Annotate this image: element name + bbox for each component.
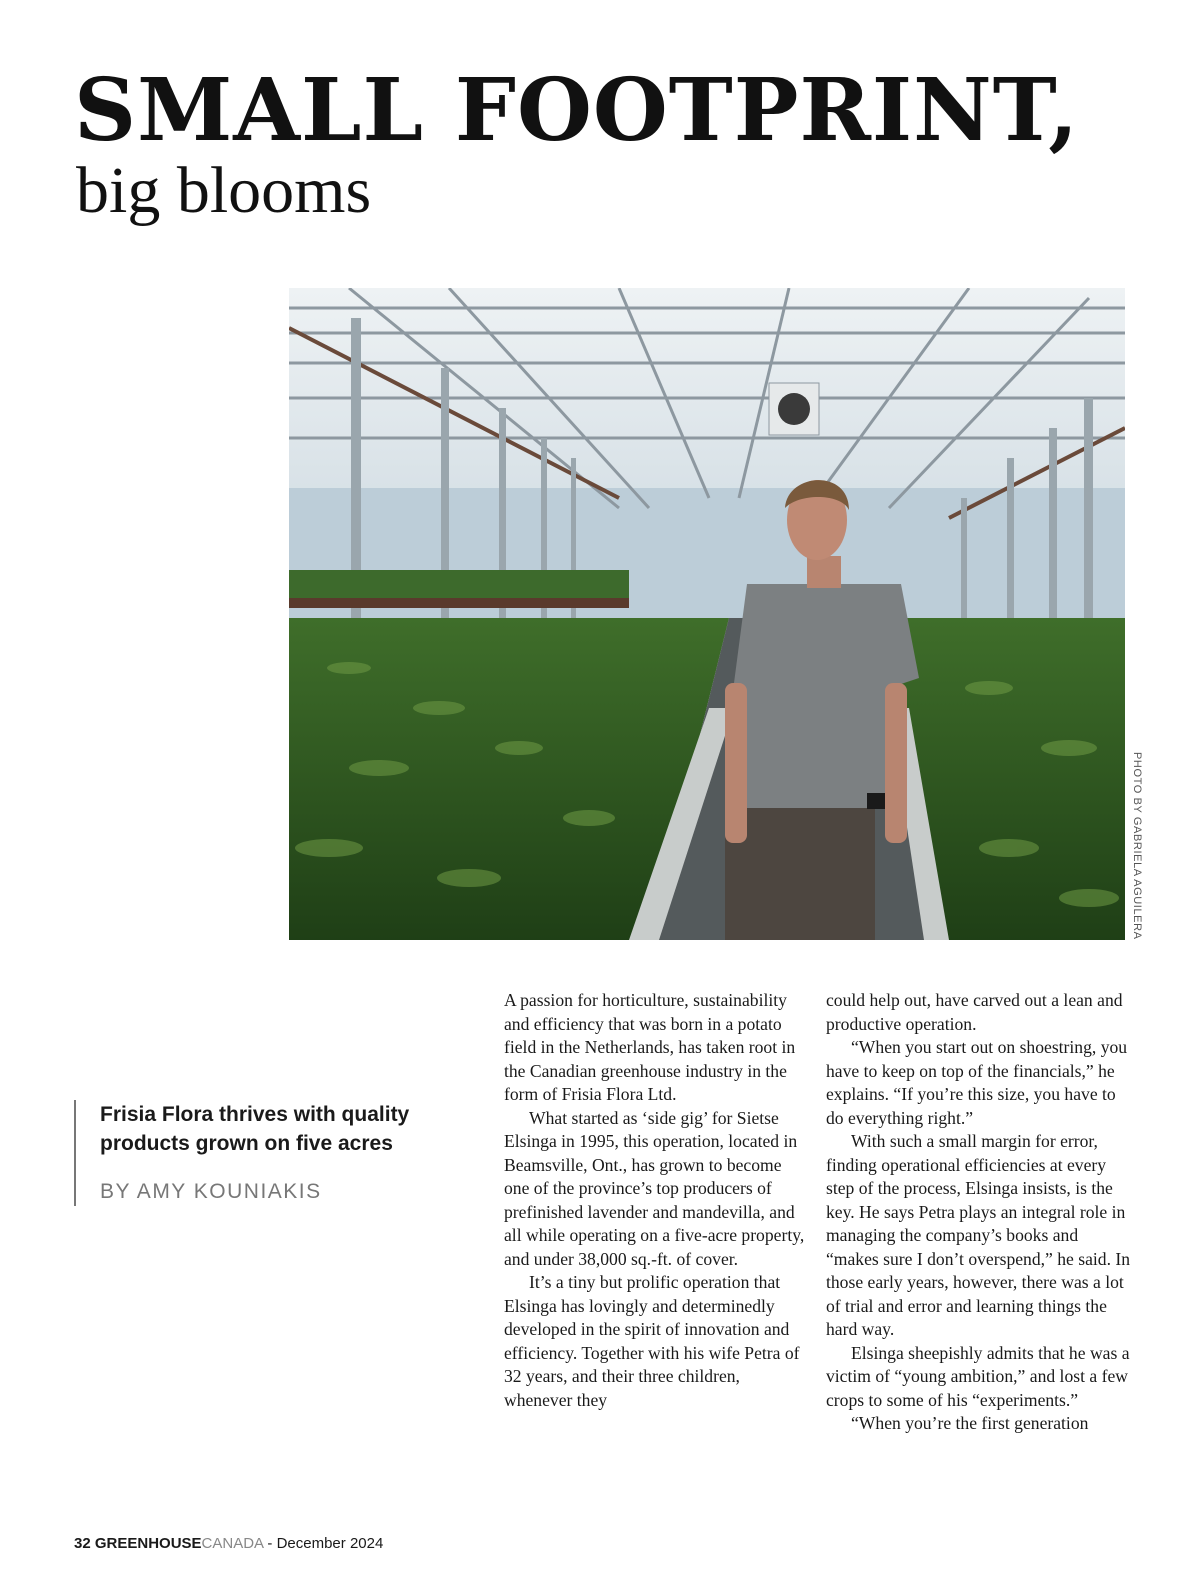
paragraph: “When you’re the first generation xyxy=(851,1413,1089,1433)
paragraph: It’s a tiny but prolific operation that Elsinga has lovingly and determinedly developed in the spirit of innovation and efficiency. Together with his wife Petra of 32 years, and their three children, whenever they xyxy=(504,1272,800,1410)
page-number: 32 xyxy=(74,1535,91,1552)
body-column-2 xyxy=(826,989,1132,1436)
headline-main: SMALL FOOTPRINT, xyxy=(74,60,1080,161)
paragraph: With such a small margin for error, finding operational efficiencies at every step of the process, Elsinga insists, is the key. He says Petra plays an integral role in managing the company’s books and “makes sure I don’t overspend,” he said. In those early years, however, there was a lot of trial and error and learning things the hard way. xyxy=(826,1131,1131,1339)
feature-photo xyxy=(289,288,1125,940)
photo-credit: PHOTO BY GABRIELA AGUILERA xyxy=(1131,752,1143,940)
publication-country: CANADA xyxy=(201,1535,264,1552)
deck-block xyxy=(74,1100,454,1206)
paragraph: A passion for horticulture, sustainability and efficiency that was born in a potato field in the Netherlands, has taken root in the Canadian greenhouse industry in the form of Frisia Flora Ltd. xyxy=(504,990,796,1104)
page-footer xyxy=(74,1535,383,1552)
deck-text: Frisia Flora thrives with quality products grown on five acres xyxy=(100,1103,410,1155)
body-column-1 xyxy=(504,989,810,1412)
headline-sub: big blooms xyxy=(76,154,372,227)
paragraph: “When you start out on shoestring, you have to keep on top of the financials,” he explains. “If you’re this size, you have to do everything right.” xyxy=(826,1037,1128,1128)
footer-separator: - xyxy=(267,1535,273,1552)
paragraph: Elsinga sheepishly admits that he was a victim of “young ambition,” and lost a few crops to some of his “experiments.” xyxy=(826,1342,1130,1410)
publication-name: GREENHOUSE xyxy=(94,1535,202,1552)
paragraph: could help out, have carved out a lean and productive operation. xyxy=(826,990,1123,1034)
byline: BY AMY KOUNIAKIS xyxy=(100,1180,322,1203)
issue-date: December 2024 xyxy=(276,1535,384,1552)
paragraph: What started as ‘side gig’ for Sietse Elsinga in 1995, this operation, located in Beamsville, Ont., has grown to become one of the province’s top producers of prefinished lavender and mandevilla, and all while operating on a five-acre property, and under 38,000 sq.-ft. of cover. xyxy=(504,1107,805,1269)
